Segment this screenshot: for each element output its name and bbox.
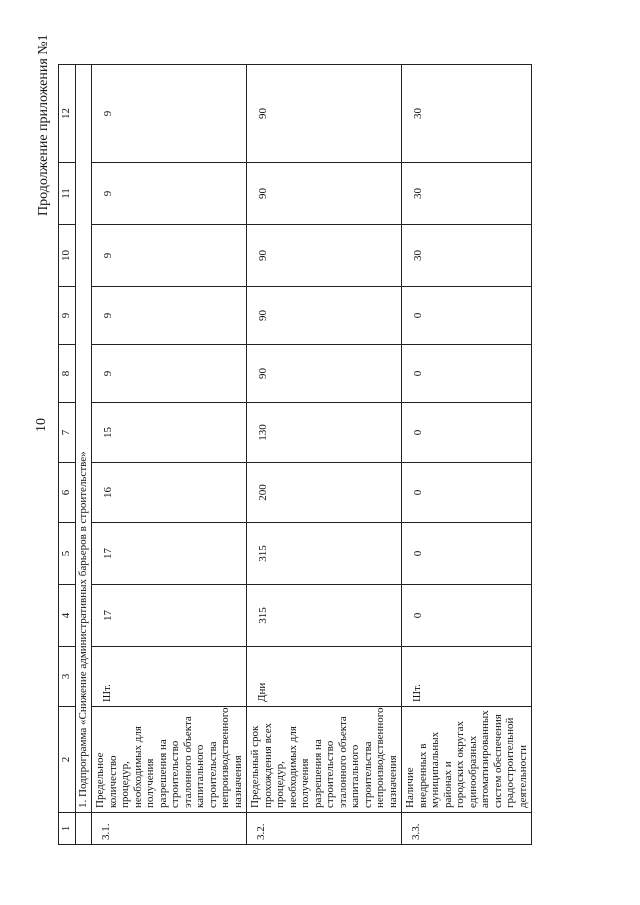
value-cell: 30: [402, 163, 532, 225]
value-cell: 9: [92, 65, 247, 163]
unit-cell: Шт.: [402, 647, 532, 707]
value-cell: 90: [247, 287, 402, 345]
row-number: 3.3.: [402, 813, 532, 845]
table-row: [92, 65, 247, 845]
value-cell: 90: [247, 345, 402, 403]
value-cell: 9: [92, 225, 247, 287]
value-cell: 16: [92, 463, 247, 523]
indicator-table: [58, 64, 532, 845]
subprogram-spacer: [76, 813, 92, 845]
value-cell: 0: [402, 403, 532, 463]
unit-cell: Дни: [247, 647, 402, 707]
value-cell: 9: [92, 345, 247, 403]
column-header: 11: [59, 163, 76, 225]
value-cell: 30: [402, 65, 532, 163]
value-cell: 90: [247, 65, 402, 163]
indicator-name: Наличие внедренных в муниципальных районах и городских округах единообразных автоматизированных систем обеспечения градостроительной деятельности: [402, 707, 532, 813]
column-header: 2: [59, 707, 76, 813]
value-cell: 0: [402, 523, 532, 585]
column-header: 6: [59, 463, 76, 523]
value-cell: 0: [402, 287, 532, 345]
column-header: 5: [59, 523, 76, 585]
value-cell: 30: [402, 225, 532, 287]
subprogram-row: [76, 65, 92, 845]
indicator-name: Предельный срок прохождения всех процедур, необходимых для получения разрешения на строительство эталонного объекта капитального строительства непроизводственного назначения: [247, 707, 402, 813]
column-header: 7: [59, 403, 76, 463]
value-cell: 90: [247, 225, 402, 287]
value-cell: 130: [247, 403, 402, 463]
value-cell: 0: [402, 463, 532, 523]
row-number: 3.2.: [247, 813, 402, 845]
subprogram-title: 1. Подпрограмма «Снижение административных барьеров в строительстве»: [76, 65, 92, 813]
value-cell: 90: [247, 163, 402, 225]
value-cell: 15: [92, 403, 247, 463]
indicator-name: Предельное количество процедур, необходимых для получения разрешения на строительство эталонного объекта капитального строительства непроизводственного назначения: [92, 707, 247, 813]
value-cell: 9: [92, 163, 247, 225]
value-cell: 17: [92, 585, 247, 647]
value-cell: 0: [402, 585, 532, 647]
unit-cell: Шт.: [92, 647, 247, 707]
appendix-title: Продолжение приложения №1: [36, 34, 51, 216]
value-cell: 200: [247, 463, 402, 523]
value-cell: 17: [92, 523, 247, 585]
table-row: [247, 65, 402, 845]
column-header: 1: [59, 813, 76, 845]
row-number: 3.1.: [92, 813, 247, 845]
column-header: 8: [59, 345, 76, 403]
value-cell: 315: [247, 523, 402, 585]
column-number-row: [59, 65, 76, 845]
column-header: 10: [59, 225, 76, 287]
column-header: 3: [59, 647, 76, 707]
page-number: 10: [34, 418, 49, 432]
value-cell: 315: [247, 585, 402, 647]
value-cell: 0: [402, 345, 532, 403]
indicator-table-sheet: [58, 65, 623, 845]
column-header: 12: [59, 65, 76, 163]
table-row: [402, 65, 532, 845]
column-header: 9: [59, 287, 76, 345]
value-cell: 9: [92, 287, 247, 345]
column-header: 4: [59, 585, 76, 647]
